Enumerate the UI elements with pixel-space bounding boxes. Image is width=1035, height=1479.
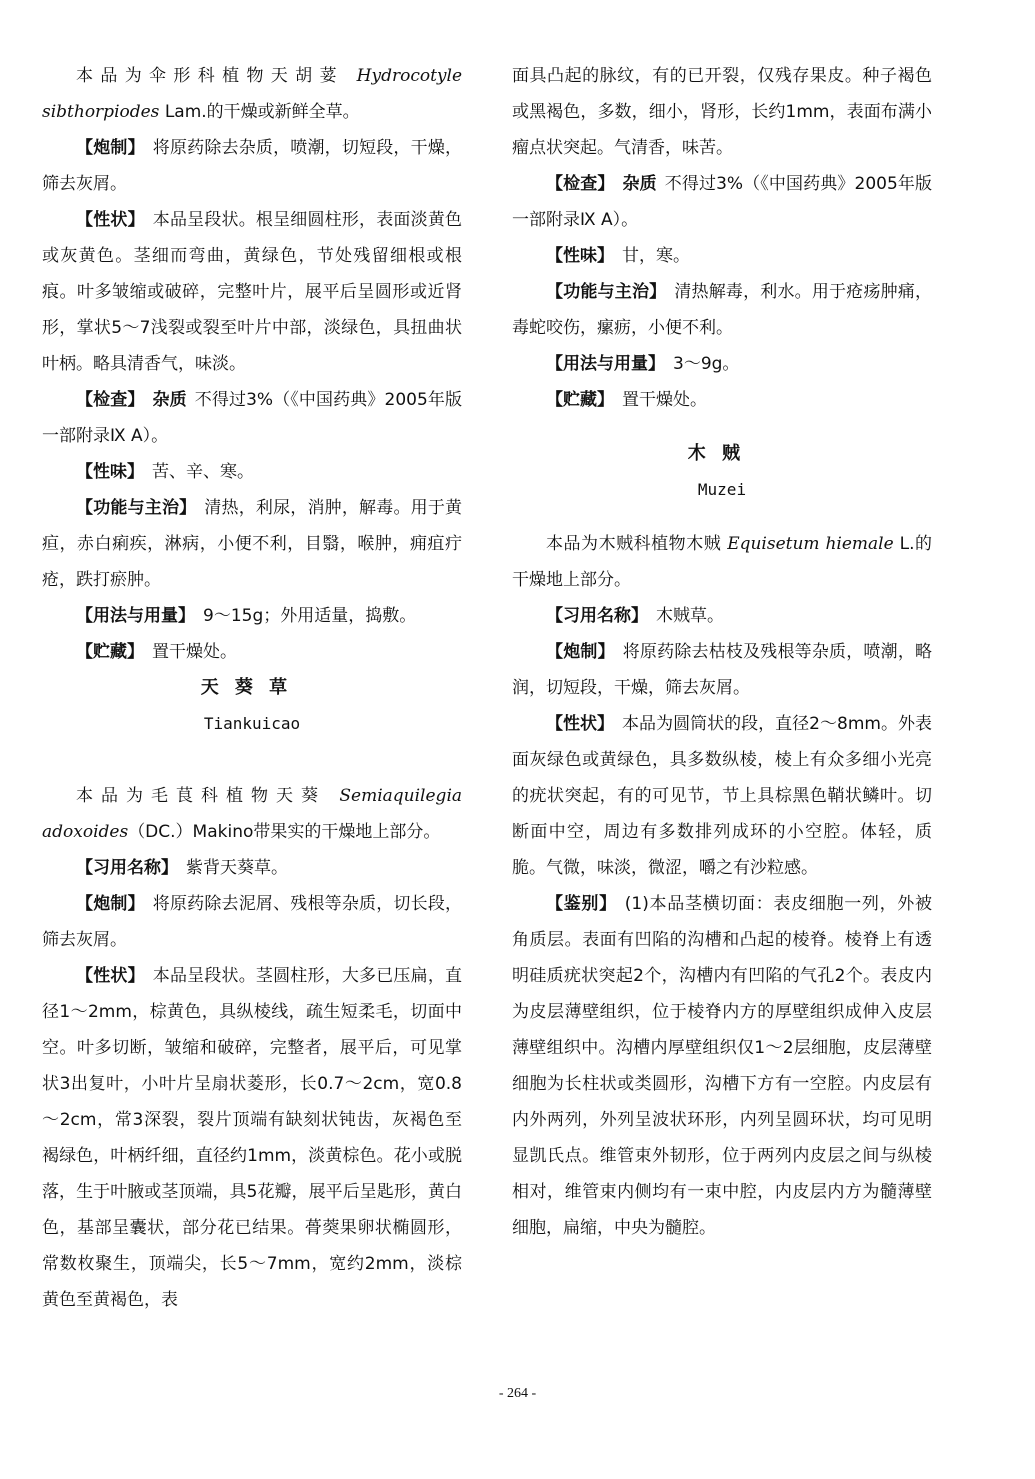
intro-text: Lam.的干燥或新鲜全草。 xyxy=(164,102,360,122)
page-number: - 264 - xyxy=(498,1386,537,1401)
intro-text: 本品为木贼科植物木贼 xyxy=(546,534,722,554)
section-jiancha xyxy=(512,166,932,238)
left-column xyxy=(42,58,462,1318)
spacer xyxy=(512,508,932,526)
entry-pinyin: Tiankuicao xyxy=(203,714,301,733)
section-text: 本品为圆筒状的段，直径2～8mm。外表面灰绿色或黄绿色，具多数纵棱，棱上有众多细小光亮的疣状突起，有的可见节，节上具棕黑色鞘状鳞叶。切断面中空，周边有多数排列成环的小空腔。体轻，质脆。气微，味淡，微涩，嚼之有沙粒感。 xyxy=(512,714,932,878)
section-text: 将原药除去枯枝及残根等杂质，喷潮，略润，切短段，干燥，筛去灰屑。 xyxy=(512,642,933,698)
section-label: 【炮制】 xyxy=(76,894,145,914)
section-label: 【习用名称】 xyxy=(76,858,178,878)
intro-paragraph xyxy=(512,526,932,598)
section-label: 【性味】 xyxy=(76,462,144,482)
section-text: 将原药除去泥屑、残根等杂质，切长段，筛去灰屑。 xyxy=(42,894,463,950)
section-label: 【性状】 xyxy=(76,210,145,230)
section-text: 清热解毒，利水。用于疮疡肿痛，毒蛇咬伤，瘰疬，小便不利。 xyxy=(512,282,933,338)
entry-title: 木贼 xyxy=(687,443,757,464)
intro-text: 本品为伞形科植物天胡荽 xyxy=(76,66,344,86)
section-text: 本品呈段状。茎圆柱形，大多已压扁，直径1～2mm，棕黄色，具纵棱线，疏生短柔毛，切面中空。叶多切断，皱缩和破碎，完整者，展平后，可见掌状3出复叶，小叶片呈扇状菱形，长0.7～2cm，宽0.8～2cm，常3深裂，裂片顶端有缺刻状钝齿，灰褐色至褐绿色，叶柄纤细，直径约1mm，淡黄棕色。花小或脱落，生于叶腋或茎顶端，具5花瓣，展平后呈匙形，黄白色，基部呈囊状，部分花已结果。蓇葖果卵状椭圆形，常数枚聚生，顶端尖，长5～7mm，宽约2mm，淡棕黄色至黄褐色，表 xyxy=(42,966,463,1310)
intro-text: L.的干燥地上部分。 xyxy=(512,534,933,590)
section-label: 【贮藏】 xyxy=(76,642,144,662)
section-text: 清热，利尿，消肿，解毒。用于黄疸，赤白痢疾，淋病，小便不利，目翳，喉肿，痈疽疔疮，跌打瘀肿。 xyxy=(42,498,463,590)
section-yongfa xyxy=(512,346,932,382)
section-yongfa xyxy=(42,598,462,634)
continued-paragraph: 面具凸起的脉纹，有的已开裂，仅残存果皮。种子褐色或黑褐色，多数，细小，肾形，长约1mm，表面布满小瘤点状突起。气清香，味苦。 xyxy=(512,66,932,158)
intro-text: 本品为毛茛科植物天葵 xyxy=(76,786,326,806)
section-zhucang xyxy=(512,382,932,418)
intro-paragraph xyxy=(42,778,462,850)
intro-text: （DC.）Makino带果实的干燥地上部分。 xyxy=(128,822,441,842)
section-label: 【用法与用量】 xyxy=(76,606,195,626)
latin-name: Hydrocotyle sibthorpiodes xyxy=(42,66,463,122)
intro-paragraph xyxy=(42,58,462,130)
latin-name: Equisetum hiemale xyxy=(727,534,894,554)
section-text: 3～9g。 xyxy=(673,354,740,374)
section-text: 不得过3%（《中国药典》2005年版一部附录Ⅸ A）。 xyxy=(42,390,463,446)
section-text: 9～15g；外用适量，捣敷。 xyxy=(203,606,417,626)
latin-name: Semiaquilegia adoxoides xyxy=(42,786,463,842)
section-text: 紫背天葵草。 xyxy=(186,858,288,878)
section-xingzhuang xyxy=(512,706,932,886)
section-text: 置干燥处。 xyxy=(622,390,707,410)
entry-pinyin: Muzei xyxy=(697,480,747,499)
section-label: 【炮制】 xyxy=(76,138,145,158)
section-paozhi xyxy=(42,886,462,958)
section-text: 本品呈段状。根呈细圆柱形，表面淡黄色或灰黄色。茎细而弯曲，黄绿色，节处残留细根或根痕。叶多皱缩或破碎，完整叶片，展平后呈圆形或近肾形，掌状5～7浅裂或裂至叶片中部，淡绿色，具扭曲状叶柄。略具清香气，味淡。 xyxy=(42,210,463,374)
section-label: 【鉴别】 xyxy=(546,894,617,914)
section-label: 【性状】 xyxy=(76,966,145,986)
section-gongneng xyxy=(512,274,932,346)
section-text: 置干燥处。 xyxy=(152,642,237,662)
section-label: 【习用名称】 xyxy=(546,606,648,626)
section-text: 木贼草。 xyxy=(656,606,724,626)
section-xiyong xyxy=(512,598,932,634)
section-text: 甘，寒。 xyxy=(622,246,690,266)
section-paozhi xyxy=(42,130,462,202)
section-label: 【性味】 xyxy=(546,246,614,266)
section-label: 【功能与主治】 xyxy=(546,282,667,302)
section-label: 【检查】 xyxy=(546,174,615,194)
section-label: 【检查】 xyxy=(76,390,145,410)
section-label: 【贮藏】 xyxy=(546,390,614,410)
right-column xyxy=(512,58,932,1246)
section-text: (1)本品茎横切面：表皮细胞一列，外被角质层。表面有凹陷的沟槽和凸起的棱脊。棱脊上有透明硅质疣状突起2个，沟槽内有凹陷的气孔2个。表皮内为皮层薄壁组织，位于棱脊内方的厚壁组织成伸入皮层薄壁组织中。沟槽内厚壁组织仅1～2层细胞，皮层薄壁细胞为长柱状或类圆形，沟槽下方有一空腔。内皮层有内外两列，外列呈波状环形，内列呈圆环状，均可见明显凯氏点。维管束外韧形，位于两列内皮层之间与纵棱相对，维管束内侧均有一束中腔，内皮层内方为髓薄壁细胞，扁缩，中央为髓腔。 xyxy=(512,894,932,1238)
section-sublabel: 杂质 xyxy=(152,390,187,410)
section-sublabel: 杂质 xyxy=(622,174,657,194)
section-xingzhuang xyxy=(42,958,462,1318)
section-xiyong xyxy=(42,850,462,886)
section-xingzhuang xyxy=(42,202,462,382)
section-label: 【性状】 xyxy=(546,714,615,734)
spacer xyxy=(42,742,462,778)
section-label: 【功能与主治】 xyxy=(76,498,197,518)
section-jianbie xyxy=(512,886,932,1246)
section-text: 不得过3%（《中国药典》2005年版一部附录Ⅸ A）。 xyxy=(512,174,933,230)
section-label: 【炮制】 xyxy=(546,642,615,662)
section-text: 将原药除去杂质，喷潮，切短段，干燥，筛去灰屑。 xyxy=(42,138,463,194)
section-text: 苦、辛、寒。 xyxy=(152,462,254,482)
section-jiancha xyxy=(42,382,462,454)
section-zhucang xyxy=(42,634,462,670)
section-xingwei xyxy=(42,454,462,490)
entry-title: 天葵草 xyxy=(200,677,304,698)
section-xingwei xyxy=(512,238,932,274)
section-paozhi xyxy=(512,634,932,706)
section-label: 【用法与用量】 xyxy=(546,354,665,374)
spacer xyxy=(512,418,932,436)
section-gongneng xyxy=(42,490,462,598)
